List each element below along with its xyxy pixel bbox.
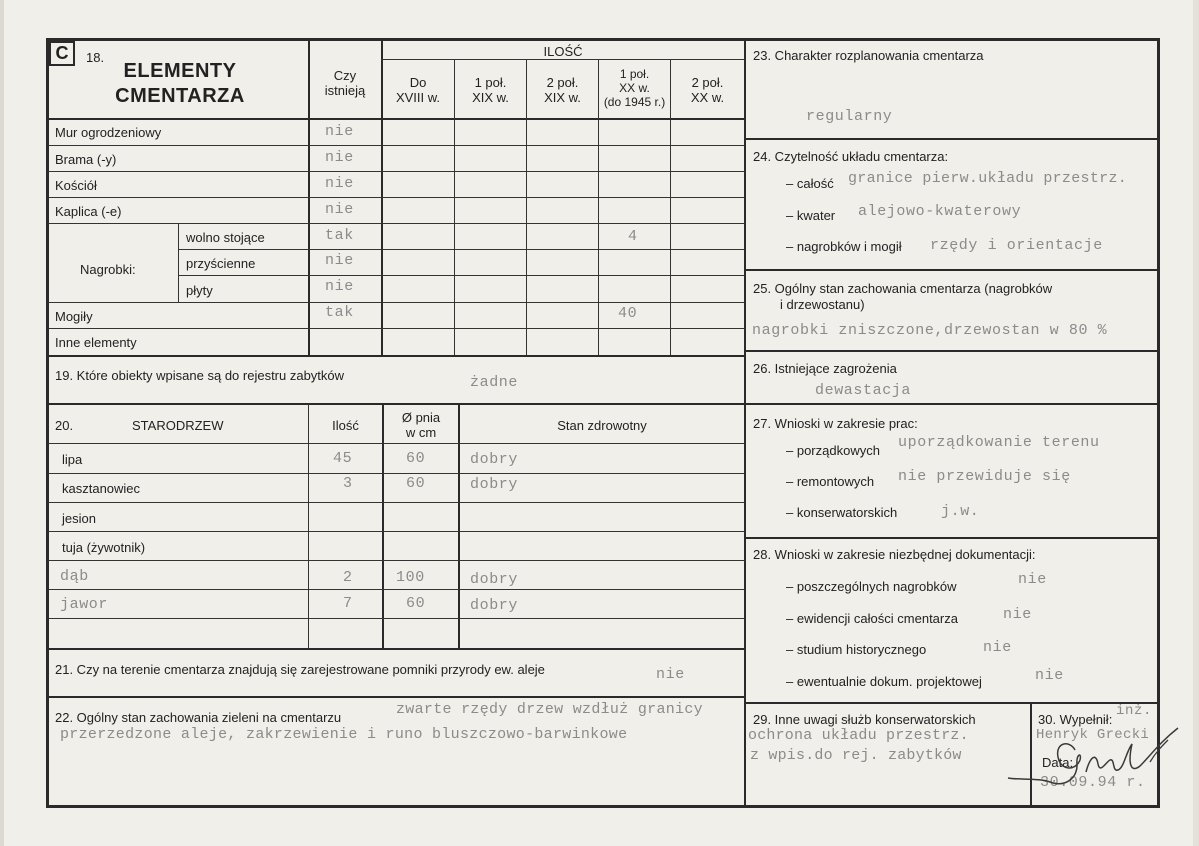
s27-repair-value: nie przewiduje się (898, 468, 1071, 485)
s21-label: 21. Czy na terenie cmentarza znajdują się zarejestrowane pomniki przyrody ew. aleje (55, 662, 545, 677)
element-label-gate: Brama (-y) (55, 152, 117, 167)
qty-freestanding: 4 (628, 228, 638, 245)
s30-title: inż. (1116, 703, 1153, 719)
s20-diameter-header: Ø pnia w cm (401, 410, 441, 440)
s20-qty-header: Ilość (332, 418, 359, 433)
s19-value: żadne (470, 374, 519, 391)
element-label-other: Inne elementy (55, 335, 137, 350)
card-edge-left (0, 0, 4, 846)
s26-label: 26. Istniejące zagrożenia (753, 361, 897, 376)
s27-conservation-value: j.w. (941, 503, 980, 520)
card-edge-right (1193, 0, 1199, 846)
exists-value-freestanding: tak (325, 227, 354, 244)
tree-diam-sycamore: 60 (406, 595, 426, 612)
tree-name-lime: lipa (62, 452, 83, 467)
exists-value-church: nie (325, 175, 354, 192)
tree-name-chestnut: kasztanowiec (62, 481, 141, 496)
s28-label: 28. Wnioski w zakresie niezbędnej dokumentacji: (753, 547, 1036, 562)
period-header-3: 2 poł. XIX w. (544, 75, 581, 105)
period-header-4: 1 poł. XX w. (do 1945 r.) (603, 67, 666, 109)
tree-health-lime: dobry (470, 451, 519, 468)
s29-label: 29. Inne uwagi służb konserwatorskich (753, 712, 976, 727)
tree-name-oak: dąb (60, 568, 89, 585)
tree-qty-lime: 45 (333, 450, 353, 467)
s29-value-line1: ochrona układu przestrz. (748, 727, 969, 744)
s20-number: 20. (55, 418, 74, 433)
tree-health-sycamore: dobry (470, 597, 519, 614)
s23-value: regularny (806, 108, 893, 125)
s28-history-value: nie (983, 639, 1012, 656)
exists-value-gate: nie (325, 149, 354, 166)
element-label-church: Kościół (55, 178, 97, 193)
period-header-1: Do XVIII w. (395, 75, 441, 105)
s24-whole-value: granice pierw.układu przestrz. (848, 170, 1128, 187)
element-label-wall: Mur ogrodzeniowy (55, 125, 162, 140)
s30-label: 30. Wypełnił: (1038, 712, 1113, 727)
s27-repair-label: – remontowych (786, 474, 875, 489)
s24-quarters-value: alejowo-kwaterowy (858, 203, 1022, 220)
s28-tombstones-label: – poszczególnych nagrobków (786, 579, 957, 594)
handwritten-signature (1000, 722, 1185, 794)
s22-value-line2: przerzedzone aleje, zakrzewienie i runo bluszczowo-barwinkowe (60, 726, 628, 743)
s28-design-label: – ewentualnie dokum. projektowej (786, 674, 982, 689)
s28-tombstones-value: nie (1018, 571, 1047, 588)
exists-header: Czy istnieją (324, 68, 366, 98)
s22-label: 22. Ogólny stan zachowania zieleni na cmentarzu (55, 710, 342, 725)
s25-label-line1: 25. Ogólny stan zachowania cmentarza (nagrobków (753, 281, 1053, 296)
exists-value-slabs: nie (325, 278, 354, 295)
tree-name-ash: jesion (62, 511, 96, 526)
exists-value-graves: tak (325, 304, 354, 321)
quantity-header: ILOŚĆ (543, 44, 583, 59)
exists-value-chapel: nie (325, 201, 354, 218)
s30-date: 30.09.94 r. (1040, 774, 1146, 791)
tombstones-label: Nagrobki: (80, 262, 136, 277)
tree-diam-lime: 60 (406, 450, 426, 467)
section-letter-box: C (49, 41, 75, 66)
s24-quarters-label: – kwater (786, 208, 836, 223)
period-header-2: 1 poł. XIX w. (472, 75, 509, 105)
tree-qty-oak: 2 (343, 569, 353, 586)
s26-value: dewastacja (815, 382, 912, 399)
qty-graves: 40 (618, 305, 638, 322)
tree-health-oak: dobry (470, 571, 519, 588)
element-label-chapel: Kaplica (-e) (55, 204, 122, 219)
tree-name-thuja: tuja (żywotnik) (62, 540, 146, 555)
s24-whole-label: – całość (786, 176, 834, 191)
s27-cleanup-label: – porządkowych (786, 443, 880, 458)
section-18-number: 18. (86, 50, 105, 65)
s21-value: nie (656, 666, 685, 683)
element-label-slabs: płyty (186, 283, 213, 298)
s24-graves-label: – nagrobków i mogił (786, 239, 902, 254)
s28-design-value: nie (1035, 667, 1064, 684)
s30-date-label: Data: (1042, 755, 1074, 770)
s24-graves-value: rzędy i orientacje (930, 237, 1103, 254)
s30-name: Henryk Grecki (1036, 727, 1150, 743)
s24-label: 24. Czytelność układu cmentarza: (753, 149, 949, 164)
s28-history-label: – studium historycznego (786, 642, 927, 657)
s25-value: nagrobki zniszczone,drzewostan w 80 % (752, 322, 1108, 339)
period-header-5: 2 poł. XX w. (690, 75, 725, 105)
s22-value-line1: zwarte rzędy drzew wzdłuż granicy (396, 701, 703, 718)
s29-value-line2: z wpis.do rej. zabytków (750, 747, 962, 764)
s28-records-label: – ewidencji całości cmentarza (786, 611, 958, 626)
element-label-wall-mounted: przyścienne (186, 256, 256, 271)
tree-qty-sycamore: 7 (343, 595, 353, 612)
s20-health-header: Stan zdrowotny (557, 418, 647, 433)
tree-diam-chestnut: 60 (406, 475, 426, 492)
s27-conservation-label: – konserwatorskich (786, 505, 898, 520)
exists-value-wall-mounted: nie (325, 252, 354, 269)
exists-value-wall: nie (325, 123, 354, 140)
tree-name-sycamore: jawor (60, 596, 109, 613)
elements-title-line2: CMENTARZA (115, 85, 245, 107)
tree-health-chestnut: dobry (470, 476, 519, 493)
element-label-freestanding: wolno stojące (186, 230, 265, 245)
s20-title: STARODRZEW (132, 418, 224, 433)
s19-label: 19. Które obiekty wpisane są do rejestru zabytków (55, 368, 345, 383)
s28-records-value: nie (1003, 606, 1032, 623)
s27-cleanup-value: uporządkowanie terenu (898, 434, 1100, 451)
s25-label-line2: i drzewostanu) (780, 297, 865, 312)
s27-label: 27. Wnioski w zakresie prac: (753, 416, 918, 431)
s23-label: 23. Charakter rozplanowania cmentarza (753, 48, 984, 63)
elements-title-line1: ELEMENTY (123, 60, 237, 82)
tree-diam-oak: 100 (396, 569, 425, 586)
element-label-graves: Mogiły (55, 309, 93, 324)
tree-qty-chestnut: 3 (343, 475, 353, 492)
